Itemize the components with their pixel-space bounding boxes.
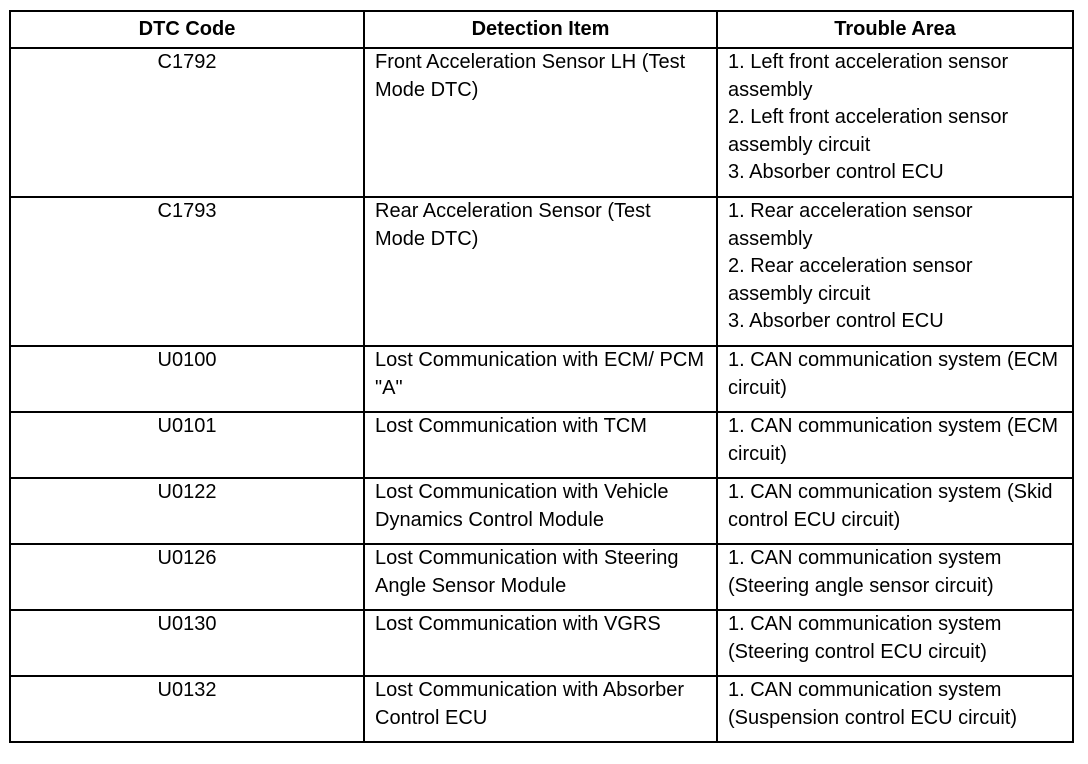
detection-item-cell: Lost Communication with VGRS — [364, 610, 717, 676]
trouble-area-cell: 1. CAN communication system (ECM circuit) — [717, 412, 1073, 478]
trouble-area-line: 2. Left front acceleration sensor assembly circuit — [728, 106, 1009, 156]
detection-item-cell: Rear Acceleration Sensor (Test Mode DTC) — [364, 197, 717, 346]
trouble-area-cell: 1. CAN communication system (Skid control ECU circuit) — [717, 478, 1073, 544]
trouble-area-cell: 1. CAN communication system (ECM circuit) — [717, 346, 1073, 412]
dtc-code-cell: U0132 — [10, 676, 364, 742]
trouble-area-line: 3. Absorber control ECU — [728, 310, 944, 332]
trouble-area-cell — [717, 197, 1073, 346]
dtc-code-cell: U0101 — [10, 412, 364, 478]
dtc-table-container — [9, 10, 1074, 743]
table-row — [10, 544, 1073, 610]
table-row — [10, 346, 1073, 412]
trouble-area-cell: 1. CAN communication system (Suspension control ECU circuit) — [717, 676, 1073, 742]
dtc-table — [9, 10, 1074, 743]
table-row — [10, 197, 1073, 346]
dtc-code-cell: C1793 — [10, 197, 364, 346]
detection-item-cell: Front Acceleration Sensor LH (Test Mode DTC) — [364, 48, 717, 197]
detection-item-cell: Lost Communication with Vehicle Dynamics Control Module — [364, 478, 717, 544]
header-dtc-code: DTC Code — [10, 11, 364, 48]
detection-item-cell: Lost Communication with Steering Angle Sensor Module — [364, 544, 717, 610]
trouble-area-line: 1. Left front acceleration sensor assembly — [728, 51, 1009, 101]
table-row — [10, 48, 1073, 197]
trouble-area-line: 2. Rear acceleration sensor assembly circuit — [728, 255, 973, 305]
table-header-row — [10, 11, 1073, 48]
trouble-area-line: 1. Rear acceleration sensor assembly — [728, 200, 973, 250]
trouble-area-cell — [717, 48, 1073, 197]
table-row — [10, 676, 1073, 742]
trouble-area-cell: 1. CAN communication system (Steering angle sensor circuit) — [717, 544, 1073, 610]
detection-item-cell: Lost Communication with ECM/ PCM "A" — [364, 346, 717, 412]
dtc-code-cell: U0130 — [10, 610, 364, 676]
header-trouble-area: Trouble Area — [717, 11, 1073, 48]
header-detection-item: Detection Item — [364, 11, 717, 48]
dtc-code-cell: U0126 — [10, 544, 364, 610]
table-row — [10, 610, 1073, 676]
table-row — [10, 478, 1073, 544]
dtc-code-cell: C1792 — [10, 48, 364, 197]
trouble-area-line: 3. Absorber control ECU — [728, 161, 944, 183]
detection-item-cell: Lost Communication with TCM — [364, 412, 717, 478]
dtc-code-cell: U0100 — [10, 346, 364, 412]
trouble-area-cell: 1. CAN communication system (Steering control ECU circuit) — [717, 610, 1073, 676]
detection-item-cell: Lost Communication with Absorber Control ECU — [364, 676, 717, 742]
table-row — [10, 412, 1073, 478]
dtc-code-cell: U0122 — [10, 478, 364, 544]
